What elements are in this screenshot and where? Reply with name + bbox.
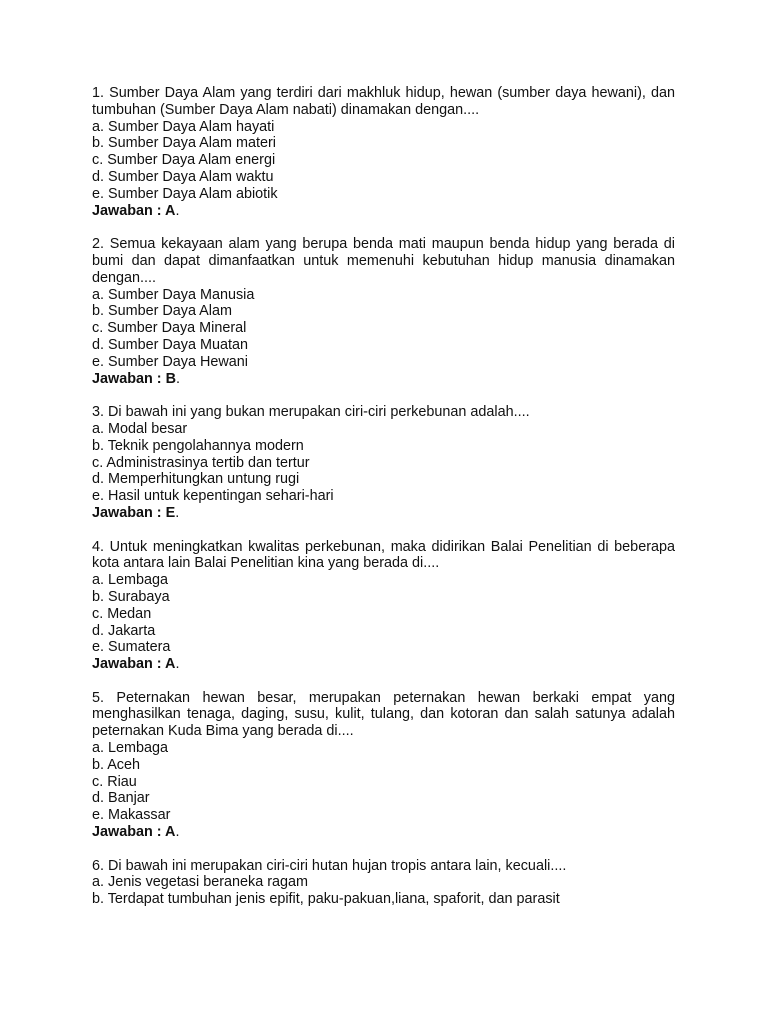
answer-letter: A: [165, 824, 176, 841]
question-text: 5. Peternakan hewan besar, merupakan peternakan hewan berkaki empat yang menghasilkan tenaga, daging, susu, kulit, tulang, dan kotoran dan salah satunya adalah peternakan Kuda Bima yang berada di....: [92, 689, 675, 740]
answer-key: [92, 203, 675, 220]
answer-option: d. Sumber Daya Alam waktu: [92, 168, 274, 185]
answer-option: c. Sumber Daya Alam energi: [92, 152, 276, 169]
answer-option: e. Sumatera: [92, 639, 171, 656]
answer-option: c. Riau: [92, 773, 137, 790]
answer-letter: B: [165, 370, 176, 387]
answer-option: c. Medan: [92, 605, 152, 622]
question-text: 2. Semua kekayaan alam yang berupa benda mati maupun benda hidup yang berada di bumi dan dapat dimanfaatkan untuk memenuhi kebutuhan hidup manusia dinamakan dengan....: [92, 236, 675, 286]
answer-option: d. Jakarta: [92, 622, 156, 639]
answer-option: e. Makassar: [92, 807, 171, 824]
question-block: [92, 690, 675, 841]
answer-option: b. Surabaya: [92, 588, 170, 605]
question-block: [92, 539, 675, 673]
answer-option: d. Banjar: [92, 790, 150, 807]
answer-label: Jawaban :: [92, 656, 166, 673]
answer-letter: A: [165, 202, 176, 219]
answer-option: e. Hasil untuk kepentingan sehari-hari: [92, 488, 334, 505]
answer-suffix: .: [175, 824, 180, 841]
answer-option: a. Sumber Daya Manusia: [92, 286, 255, 303]
question-text: 4. Untuk meningkatkan kwalitas perkebunan, maka didirikan Balai Penelitian di beberapa kota antara lain Balai Penelitian kina yang berada di....: [92, 538, 675, 572]
answer-option: d. Sumber Daya Muatan: [92, 336, 248, 353]
answer-label: Jawaban :: [92, 370, 166, 387]
answer-key: [92, 656, 675, 673]
answer-label: Jawaban :: [92, 504, 166, 521]
answer-option: a. Sumber Daya Alam hayati: [92, 118, 275, 135]
answer-option: c. Sumber Daya Mineral: [92, 320, 247, 337]
question-block: [92, 236, 675, 387]
answer-option: e. Sumber Daya Hewani: [92, 353, 248, 370]
document-page: [92, 85, 675, 925]
answer-option: a. Lembaga: [92, 572, 169, 589]
answer-option: b. Aceh: [92, 756, 141, 773]
question-text: 3. Di bawah ini yang bukan merupakan ciri-ciri perkebunan adalah....: [92, 404, 530, 421]
answer-key: [92, 824, 675, 841]
answer-letter: A: [165, 656, 176, 673]
question-block: [92, 404, 675, 522]
answer-option: a. Jenis vegetasi beraneka ragam: [92, 874, 308, 891]
answer-option: b. Terdapat tumbuhan jenis epifit, paku-pakuan,liana, spaforit, dan parasit: [92, 891, 560, 908]
answer-option: a. Modal besar: [92, 420, 188, 437]
answer-letter: E: [165, 504, 176, 521]
answer-option: c. Administrasinya tertib dan tertur: [92, 454, 310, 471]
answer-label: Jawaban :: [92, 202, 166, 219]
answer-suffix: .: [175, 656, 180, 673]
answer-label: Jawaban :: [92, 824, 166, 841]
question-block: [92, 858, 675, 908]
answer-suffix: .: [175, 370, 180, 387]
answer-key: [92, 371, 675, 388]
answer-option: e. Sumber Daya Alam abiotik: [92, 185, 278, 202]
answer-key: [92, 505, 675, 522]
answer-option: a. Lembaga: [92, 740, 169, 757]
answer-suffix: .: [175, 202, 180, 219]
answer-option: b. Teknik pengolahannya modern: [92, 437, 304, 454]
answer-option: b. Sumber Daya Alam: [92, 303, 232, 320]
question-text: 6. Di bawah ini merupakan ciri-ciri hutan hujan tropis antara lain, kecuali....: [92, 857, 567, 874]
answer-option: b. Sumber Daya Alam materi: [92, 135, 276, 152]
answer-option: d. Memperhitungkan untung rugi: [92, 471, 300, 488]
question-text: 1. Sumber Daya Alam yang terdiri dari makhluk hidup, hewan (sumber daya hewani), dan tumbuhan (Sumber Daya Alam nabati) dinamakan dengan....: [92, 85, 675, 118]
question-block: [92, 85, 675, 219]
answer-suffix: .: [175, 504, 180, 521]
